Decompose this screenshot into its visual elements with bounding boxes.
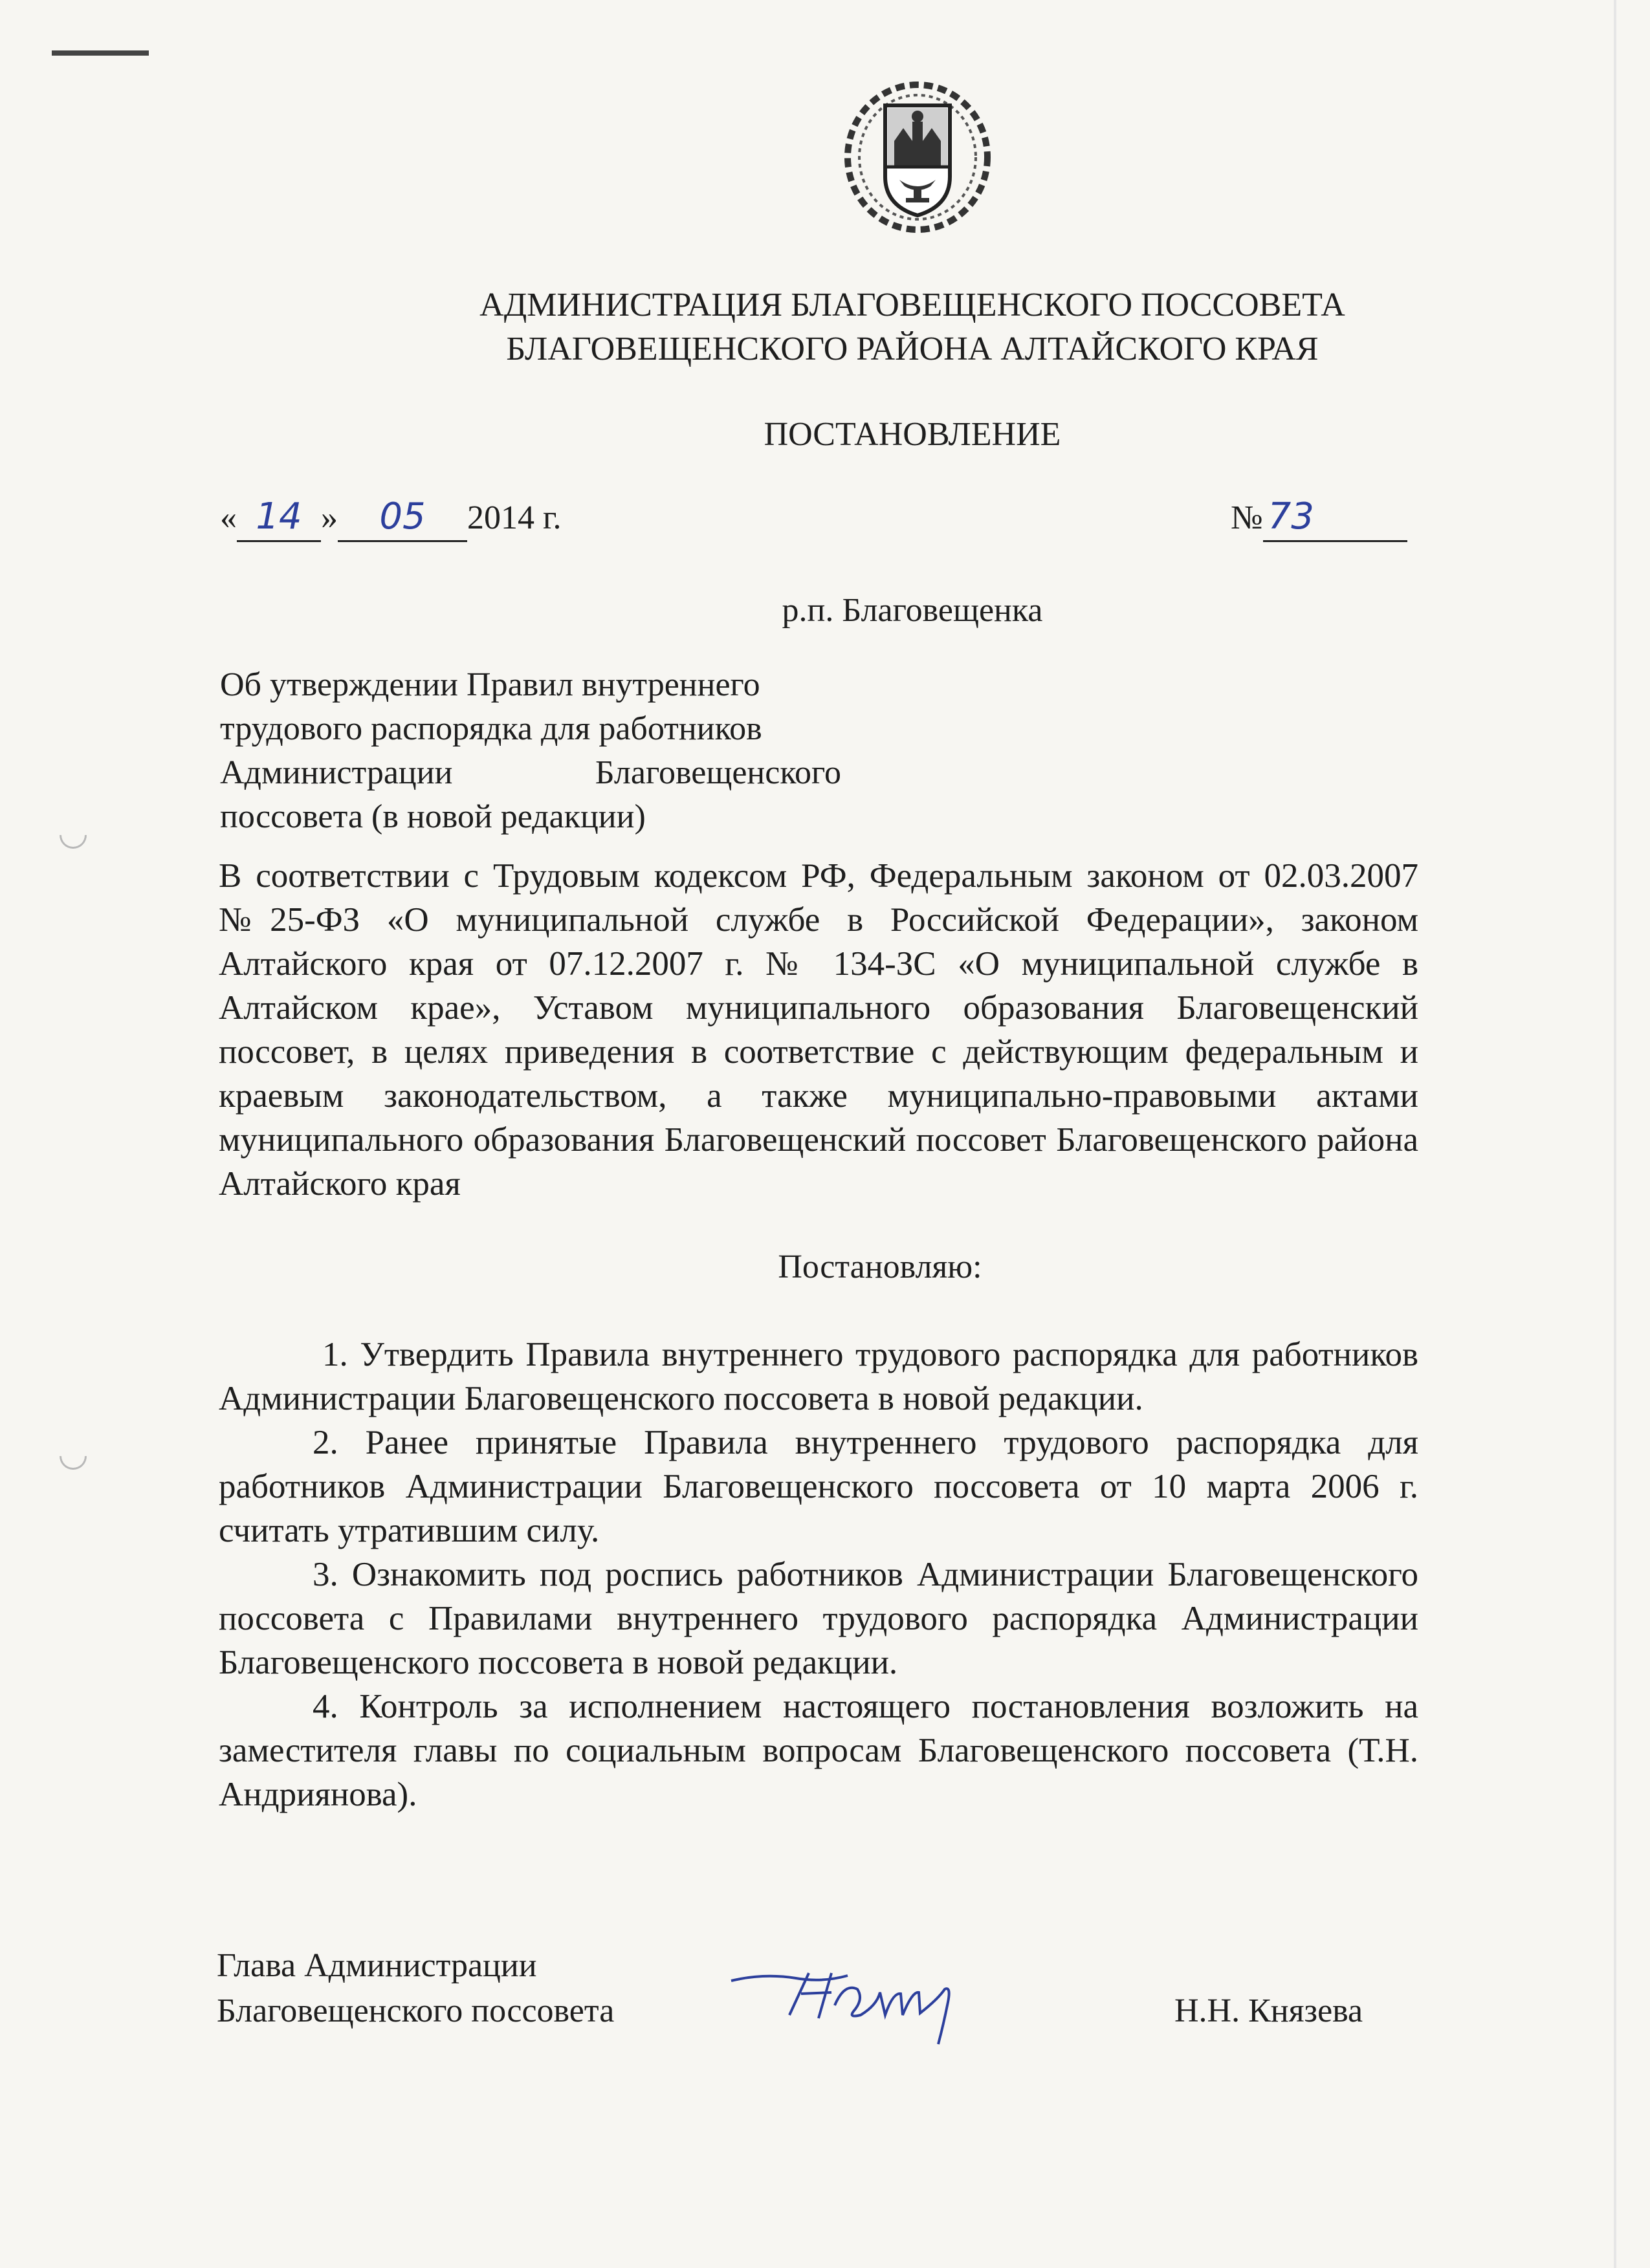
signatory-position-line1: Глава Администрации: [217, 1947, 537, 1984]
subject-line: Об утверждении Правил внутреннего: [220, 666, 760, 703]
scan-edge-line: [1614, 0, 1616, 2268]
number-label: №: [1231, 499, 1263, 536]
resolution-items: [219, 1333, 1418, 1816]
place-of-issue: р.п. Благовещенка: [782, 592, 1043, 629]
subject-line: Администрации Благовещенского: [220, 754, 841, 791]
signatory-name: Н.Н. Князева: [1174, 1992, 1363, 2029]
scan-edge-mark: [52, 50, 149, 56]
coat-of-arms-emblem: [840, 76, 995, 235]
resolution-item: 3. Ознакомить под роспись работников Администрации Благовещенского поссовета с Правилами внутреннего трудового распорядка Администрации Благовещенского поссовета в новой редакции.: [219, 1556, 1418, 1681]
preamble: [219, 854, 1418, 1206]
punch-hole-mark: [54, 816, 92, 854]
document-type-title: ПОСТАНОВЛЕНИЕ: [764, 416, 1061, 453]
date-day: 14: [237, 495, 321, 542]
document-number: [1231, 495, 1407, 542]
resolve-heading: Постановляю:: [778, 1248, 982, 1285]
subject-block: [220, 663, 841, 839]
subject-line: поссовета (в новой редакции): [220, 798, 646, 835]
preamble-text: В соответствии с Трудовым кодексом РФ, Федеральным законом от 02.03.2007 №25-ФЗ «О муниципальной службе в Российской Федерации», законом Алтайского края от 07.12.2007 г. № 134-ЗС «О муниципальной службе в Алтайском крае», Уставом муниципального образования Благовещенский поссовет, в целях приведения в соответствие с действующим федеральным и краевым законодательством, а также муниципально-правовыми актами муниципального образования Благовещенский поссовет Благовещенского района Алтайского края: [219, 857, 1418, 1203]
number-value: 73: [1263, 495, 1407, 542]
signatory-position-line2: Благовещенского поссовета: [217, 1992, 615, 2029]
resolution-item: 1. Утвердить Правила внутреннего трудового распорядка для работников Администрации Благовещенского поссовета в новой редакции.: [219, 1336, 1418, 1417]
date-month: 05: [338, 495, 467, 542]
organization-name-line2: БЛАГОВЕЩЕНСКОГО РАЙОНА АЛТАЙСКОГО КРАЯ: [506, 331, 1319, 367]
date-year: 2014 г.: [467, 499, 562, 536]
handwritten-signature: [725, 1954, 996, 2051]
punch-hole-mark: [54, 1437, 92, 1475]
resolution-item: 4. Контроль за исполнением настоящего постановления возложить на заместителя главы по социальным вопросам Благовещенского поссовета (Т.Н. Андриянова).: [219, 1688, 1418, 1813]
organization-name-line1: АДМИНИСТРАЦИЯ БЛАГОВЕЩЕНСКОГО ПОССОВЕТА: [479, 287, 1345, 323]
date-line: « 14 » 05 2014 г.: [220, 495, 561, 542]
subject-line: трудового распорядка для работников: [220, 710, 762, 747]
resolution-item: 2. Ранее принятые Правила внутреннего трудового распорядка для работников Администрации Благовещенского поссовета от 10 марта 2006 г. считать утратившим силу.: [219, 1424, 1418, 1549]
